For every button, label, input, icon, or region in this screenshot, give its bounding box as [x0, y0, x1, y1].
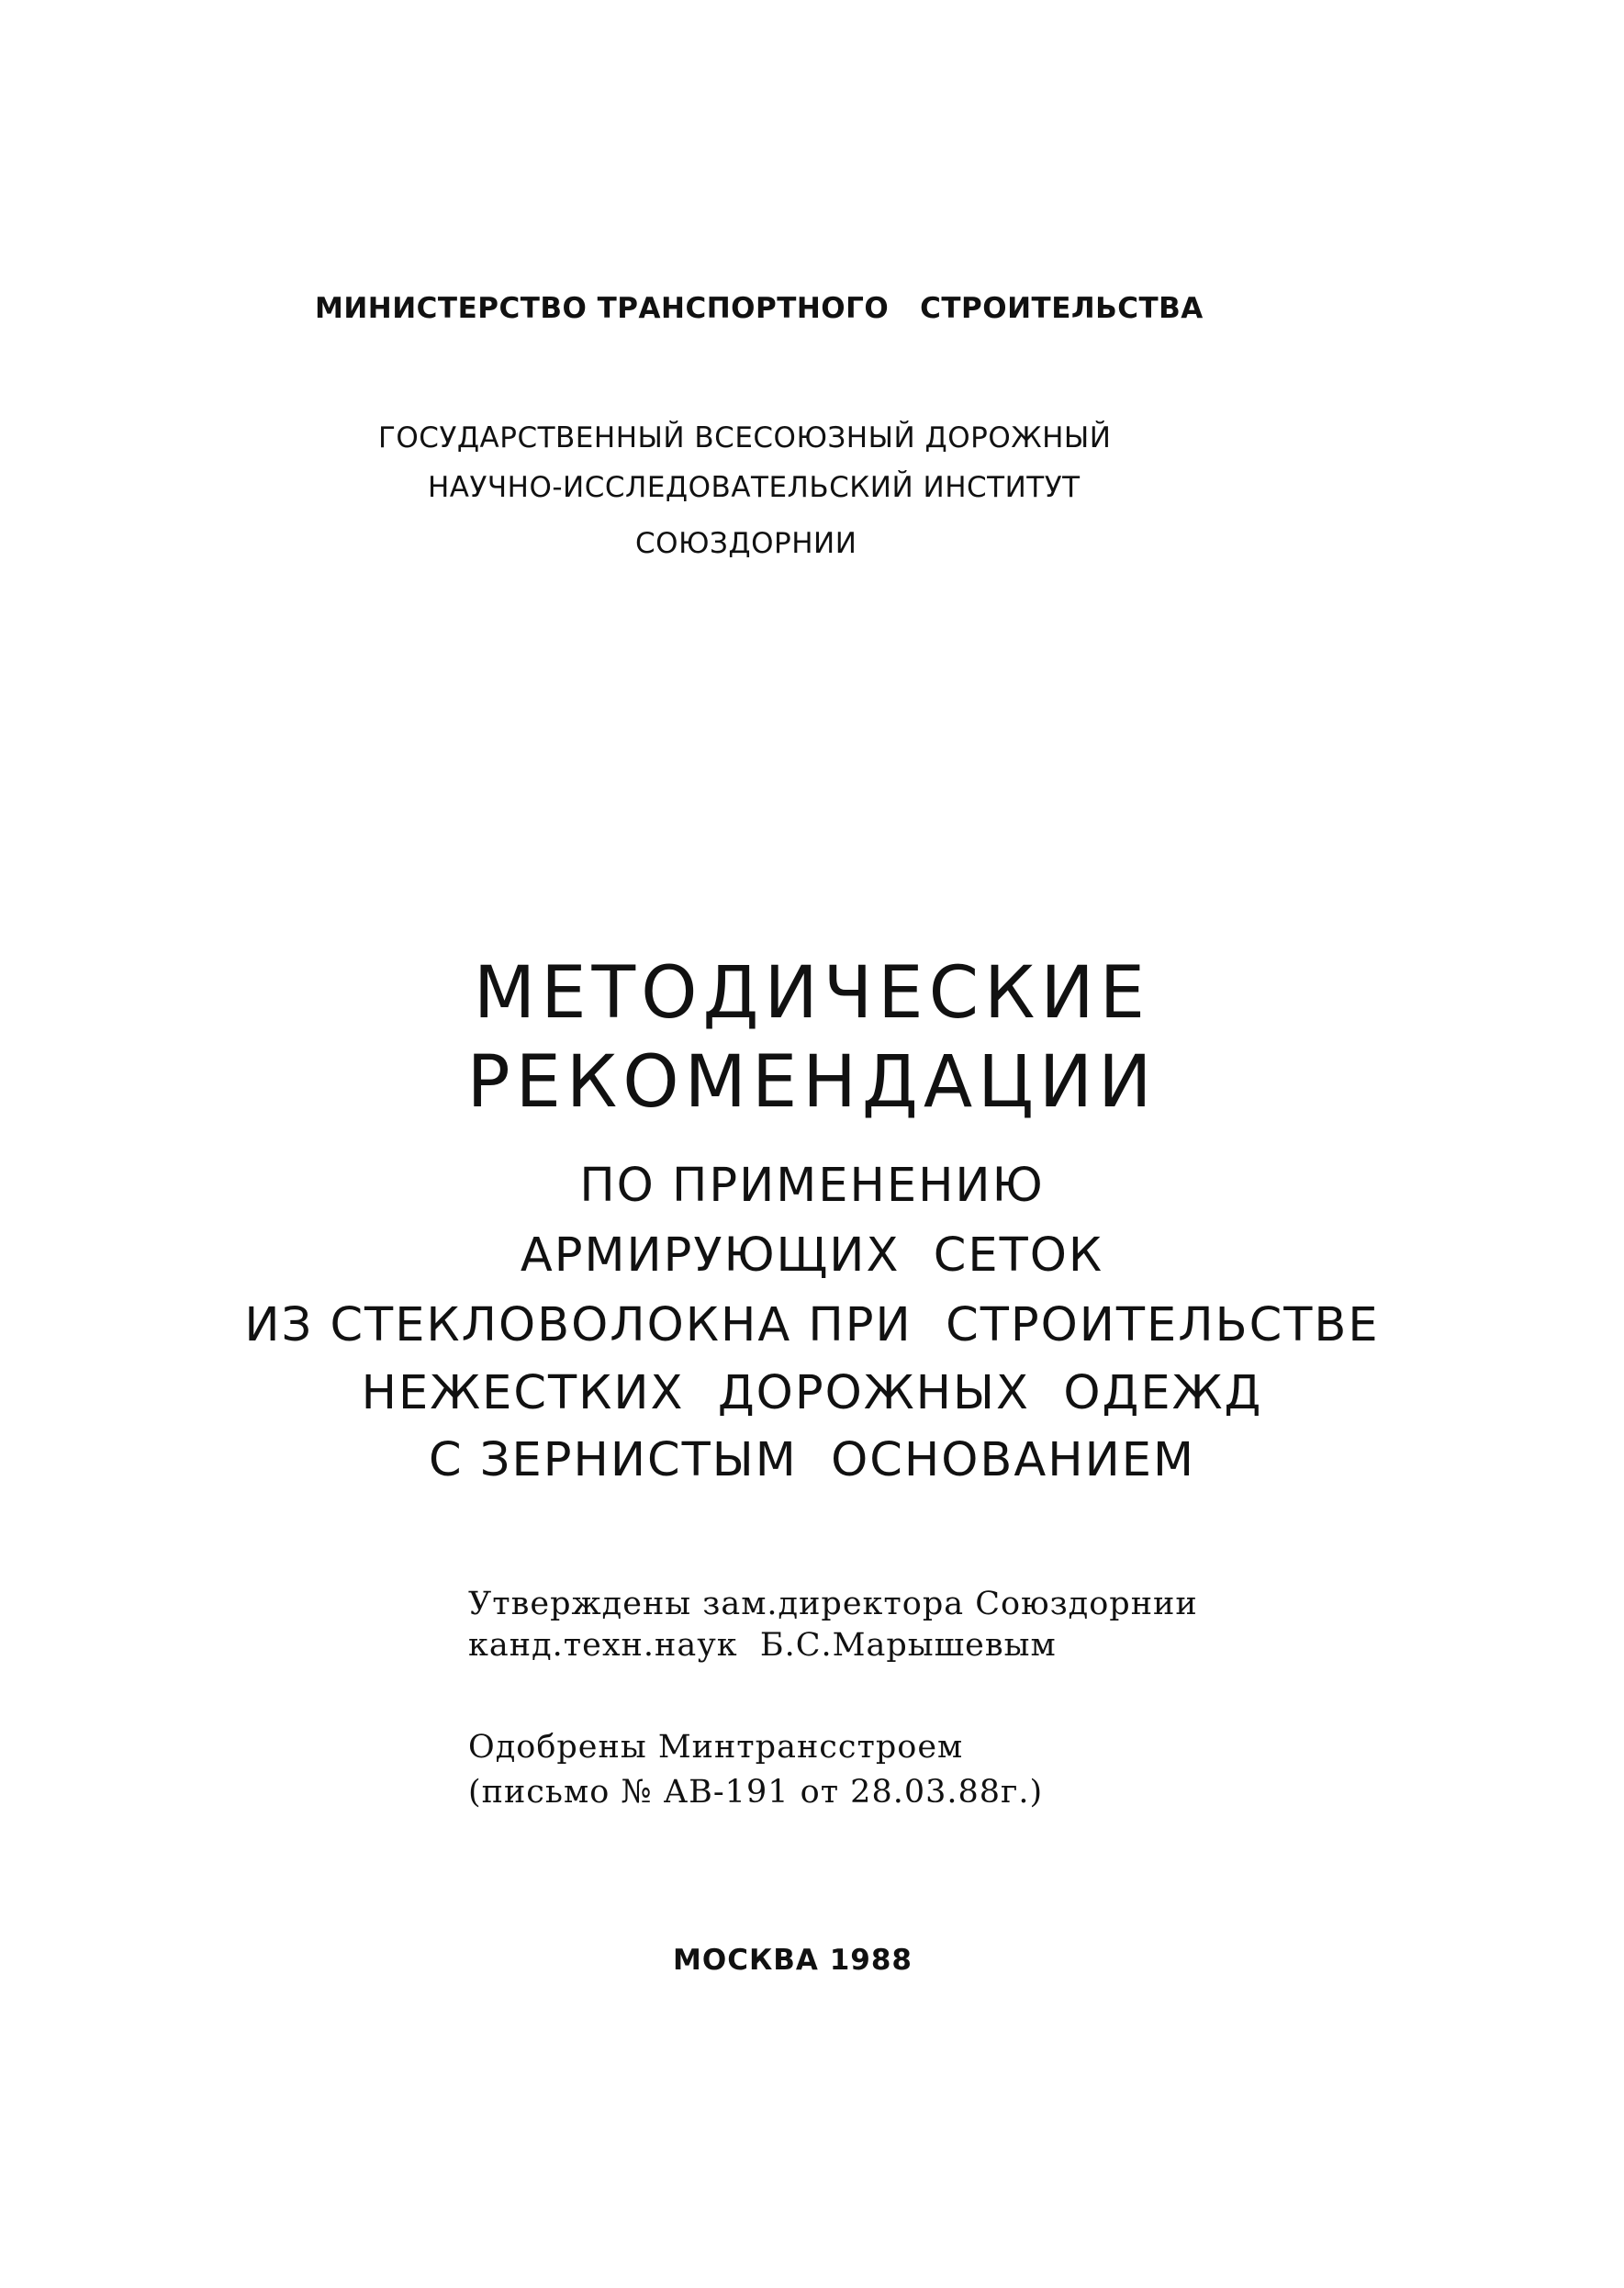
document-subtitle-line-5: С ЗЕРНИСТЫМ ОСНОВАНИЕМ: [428, 1433, 1196, 1487]
approval-statement-line-2: канд.техн.наук Б.С.Марышевым: [468, 1627, 1057, 1664]
document-title-line-1: МЕТОДИЧЕСКИЕ: [473, 952, 1151, 1035]
document-title-line-2: РЕКОМЕНДАЦИИ: [466, 1041, 1158, 1124]
institute-abbreviation: СОЮЗДОРНИИ: [635, 527, 857, 560]
document-subtitle-line-1: ПО ПРИМЕНЕНИЮ: [579, 1159, 1045, 1213]
institute-name-line-2: НАУЧНО-ИССЛЕДОВАТЕЛЬСКИЙ ИНСТИТУТ: [428, 471, 1081, 504]
ministry-heading: МИНИСТЕРСТВО ТРАНСПОРТНОГО СТРОИТЕЛЬСТВА: [315, 292, 1204, 325]
document-subtitle-line-2: АРМИРУЮЩИХ СЕТОК: [520, 1228, 1104, 1283]
endorsement-statement-line-2: (письмо № АВ-191 от 28.03.88г.): [468, 1774, 1044, 1811]
approval-statement-line-1: Утверждены зам.директора Союздорнии: [468, 1586, 1198, 1622]
document-subtitle-line-4: НЕЖЕСТКИХ ДОРОЖНЫХ ОДЕЖД: [361, 1366, 1263, 1420]
institute-name-line-1: ГОСУДАРСТВЕННЫЙ ВСЕСОЮЗНЫЙ ДОРОЖНЫЙ: [378, 421, 1112, 454]
document-subtitle-line-3: ИЗ СТЕКЛОВОЛОКНА ПРИ СТРОИТЕЛЬСТВЕ: [244, 1298, 1380, 1352]
endorsement-statement-line-1: Одобрены Минтрансстроем: [468, 1729, 964, 1766]
publication-city-year: МОСКВА 1988: [673, 1944, 913, 1977]
